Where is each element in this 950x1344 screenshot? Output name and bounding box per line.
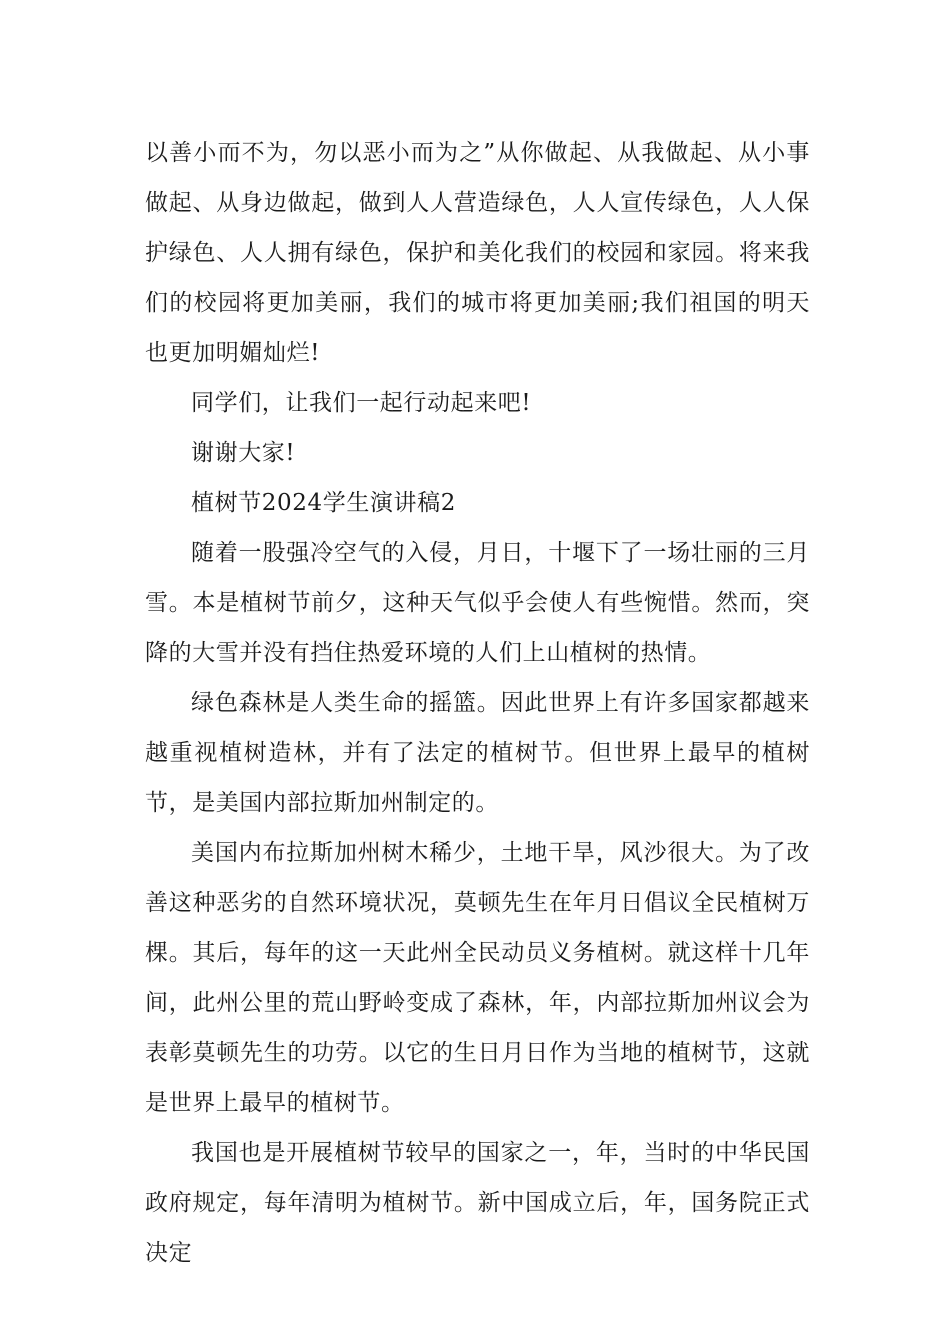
paragraph-continuation: 以善小而不为，勿以恶小而为之”从你做起、从我做起、从小事做起、从身边做起，做到人人营造绿色，人人宣传绿色，人人保护绿色、人人拥有绿色，保护和美化我们的校园和家园。将来我们的校园将更加美丽，我们的城市将更加美丽;我们祖国的明天也更加明媚灿烂! xyxy=(145,140,810,366)
paragraph-forest-cradle: 绿色森林是人类生命的摇篮。因此世界上有许多国家都越来越重视植树造林，并有了法定的植树节。但世界上最早的植树节，是美国内部拉斯加州制定的。 xyxy=(145,690,810,816)
paragraph-nebraska: 美国内布拉斯加州树木稀少，土地干旱，风沙很大。为了改善这种恶劣的自然环境状况，莫顿先生在年月日倡议全民植树万棵。其后，每年的这一天此州全民动员义务植树。就这样十几年间，此州公里的荒山野岭变成了森林，年，内部拉斯加州议会为表彰莫顿先生的功劳。以它的生日月日作为当地的植树节，这就是世界上最早的植树节。 xyxy=(145,840,810,1116)
section-title: 植树节2024学生演讲稿2 xyxy=(191,490,456,516)
paragraph-thanks: 谢谢大家! xyxy=(191,440,296,466)
document-body xyxy=(145,128,810,1278)
paragraph-march-snow: 随着一股强冷空气的入侵，月日，十堰下了一场壮丽的三月雪。本是植树节前夕，这种天气似乎会使人有些惋惜。然而，突降的大雪并没有挡住热爱环境的人们上山植树的热情。 xyxy=(145,540,810,666)
paragraph-call-to-action: 同学们，让我们一起行动起来吧! xyxy=(191,390,532,416)
paragraph-china-arbor-day: 我国也是开展植树节较早的国家之一，年，当时的中华民国政府规定，每年清明为植树节。新中国成立后，年，国务院正式决定 xyxy=(145,1140,810,1266)
